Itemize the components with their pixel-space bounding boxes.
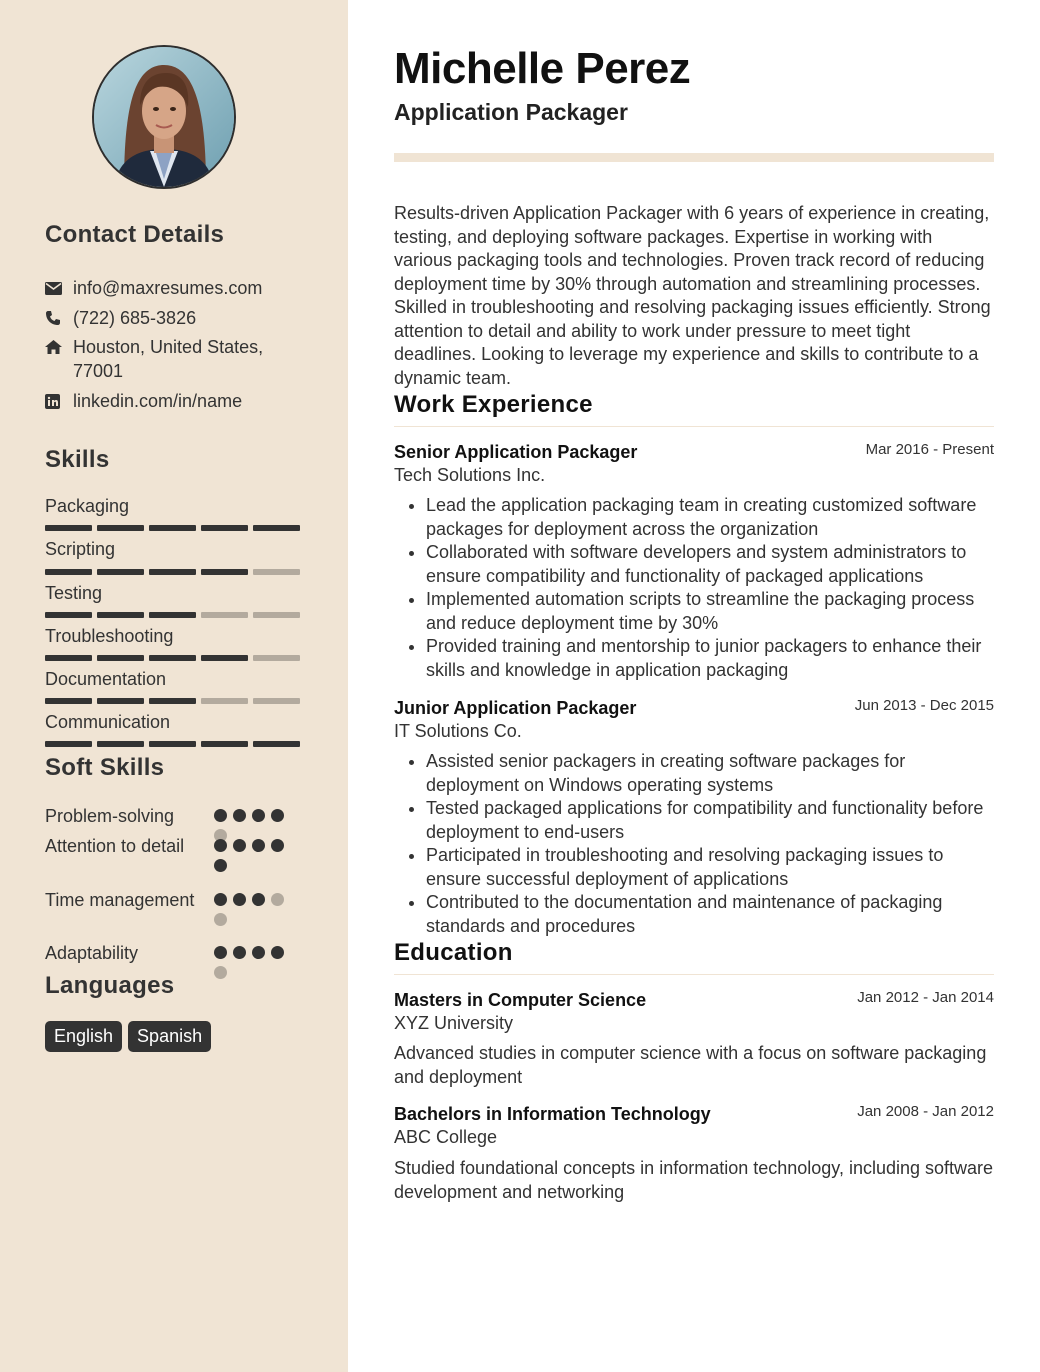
soft-skill-rating <box>214 893 294 926</box>
soft-skill-name: Attention to detail <box>45 836 185 856</box>
skill-level-segment <box>45 698 92 704</box>
soft-skill-rating <box>214 839 294 872</box>
contact-email <box>45 276 305 300</box>
skill-level-segment <box>97 525 144 531</box>
rating-dot <box>214 859 227 872</box>
skill-level-segment <box>253 741 300 747</box>
rating-dot <box>214 966 227 979</box>
job-company: Tech Solutions Inc. <box>394 465 546 485</box>
linkedin-icon <box>45 389 73 413</box>
rating-dot <box>252 809 265 822</box>
skill-level-segment <box>45 525 92 531</box>
skill-bar <box>45 741 300 747</box>
soft-skills-heading: Soft Skills <box>45 754 165 781</box>
education-description: Studied foundational concepts in information technology, including software development and networking <box>394 1158 994 1202</box>
skill-level-segment <box>201 612 248 618</box>
skill-level-segment <box>253 655 300 661</box>
skill-level-segment <box>253 569 300 575</box>
degree-title: Bachelors in Information Technology <box>394 1104 711 1124</box>
candidate-name: Michelle Perez <box>394 44 691 93</box>
skill-level-segment <box>149 698 196 704</box>
job-title: Junior Application Packager <box>394 698 637 718</box>
contact-phone <box>45 306 305 330</box>
job-company: IT Solutions Co. <box>394 721 522 741</box>
skill-name: Scripting <box>45 539 116 559</box>
avatar <box>92 45 236 189</box>
rating-dot <box>252 946 265 959</box>
rating-dot <box>252 893 265 906</box>
contact-address-text: Houston, United States, 77001 <box>73 337 264 381</box>
rating-dot <box>233 839 246 852</box>
skill-level-segment <box>97 655 144 661</box>
rating-dot <box>214 913 227 926</box>
language-tag: English <box>45 1021 122 1052</box>
home-icon <box>45 335 73 359</box>
sidebar <box>0 0 348 1372</box>
rating-dot <box>214 839 227 852</box>
job-bullet: • Collaborated with software developers and system administrators to ensure compatibility and functionality of packaged applications <box>426 541 994 588</box>
job-date: Mar 2016 - Present <box>865 441 994 458</box>
skill-name: Troubleshooting <box>45 626 174 646</box>
skill-level-segment <box>201 655 248 661</box>
skill-name: Communication <box>45 712 171 732</box>
skill-bar <box>45 655 300 661</box>
skill-level-segment <box>201 698 248 704</box>
contact-email-text: info@maxresumes.com <box>73 278 263 298</box>
profile-summary: Results-driven Application Packager with 6 years of experience in creating, testing, and deploying software packages. Expertise in working with various packaging tools and technologies. Proven track record of reducing deployment time by 30% through automation and streamlining processes. Skilled in troubleshooting and resolving packaging issues efficiently. Strong attention to detail and ability to work under pressure to meet tight deadlines. Looking to leverage my experience and skills to contribute to a dynamic team. <box>394 203 991 388</box>
soft-skill-rating <box>214 946 294 979</box>
rating-dot <box>214 809 227 822</box>
skill-level-segment <box>45 612 92 618</box>
job-date: Jun 2013 - Dec 2015 <box>854 697 994 714</box>
job-title: Senior Application Packager <box>394 442 638 462</box>
envelope-icon <box>45 276 73 300</box>
degree-title: Masters in Computer Science <box>394 990 647 1010</box>
skill-bar <box>45 612 300 618</box>
language-list <box>45 1021 211 1052</box>
rating-dot <box>233 893 246 906</box>
skill-level-segment <box>149 525 196 531</box>
school-name: ABC College <box>394 1127 498 1147</box>
contact-address <box>45 335 305 383</box>
skill-name: Testing <box>45 583 103 603</box>
soft-skill-name: Time management <box>45 890 195 910</box>
languages-heading: Languages <box>45 972 175 999</box>
skill-level-segment <box>45 741 92 747</box>
skill-level-segment <box>97 569 144 575</box>
soft-skill-rating <box>214 809 294 842</box>
skill-bar <box>45 525 300 531</box>
skill-level-segment <box>97 698 144 704</box>
job-bullets <box>394 494 994 682</box>
skill-level-segment <box>45 569 92 575</box>
education-divider <box>394 974 994 975</box>
contact-linkedin-text[interactable]: linkedin.com/in/name <box>73 391 243 411</box>
job-bullet: • Participated in troubleshooting and resolving packaging issues to ensure successful deployment of applications <box>426 844 994 891</box>
job-bullet: • Lead the application packaging team in creating customized software packages for deployment across the organization <box>426 494 994 541</box>
job-bullet: • Provided training and mentorship to junior packagers to enhance their skills and knowledge in application packaging <box>426 635 994 682</box>
contact-linkedin[interactable] <box>45 389 305 413</box>
rating-dot <box>233 809 246 822</box>
header-divider <box>394 153 994 162</box>
skill-level-segment <box>201 741 248 747</box>
skill-level-segment <box>201 525 248 531</box>
school-name: XYZ University <box>394 1013 514 1033</box>
work-heading: Work Experience <box>394 391 593 418</box>
job-bullet: • Tested packaged applications for compatibility and functionality before deployment to end-users <box>426 797 994 844</box>
skill-level-segment <box>253 698 300 704</box>
candidate-role: Application Packager <box>394 99 628 125</box>
rating-dot <box>271 946 284 959</box>
rating-dot <box>214 946 227 959</box>
job-bullets <box>394 750 994 938</box>
rating-dot <box>271 809 284 822</box>
skill-level-segment <box>45 655 92 661</box>
job-bullet: • Implemented automation scripts to streamline the packaging process and reduce deployment time by 30% <box>426 588 994 635</box>
skill-level-segment <box>253 612 300 618</box>
soft-skill-name: Adaptability <box>45 943 139 963</box>
skills-heading: Skills <box>45 446 110 473</box>
job-bullet: • Contributed to the documentation and maintenance of packaging standards and procedures <box>426 891 994 938</box>
skill-level-segment <box>97 612 144 618</box>
skill-bar <box>45 698 300 704</box>
skill-level-segment <box>253 525 300 531</box>
skill-level-segment <box>149 612 196 618</box>
skill-level-segment <box>149 569 196 575</box>
skill-level-segment <box>149 741 196 747</box>
rating-dot <box>252 839 265 852</box>
skill-bar <box>45 569 300 575</box>
language-tag: Spanish <box>128 1021 211 1052</box>
contact-phone-text: (722) 685-3826 <box>73 308 197 328</box>
skill-level-segment <box>201 569 248 575</box>
skill-name: Documentation <box>45 669 167 689</box>
rating-dot <box>233 946 246 959</box>
job-bullet: • Assisted senior packagers in creating software packages for deployment on Windows operating systems <box>426 750 994 797</box>
skill-level-segment <box>97 741 144 747</box>
education-date: Jan 2012 - Jan 2014 <box>857 989 994 1006</box>
rating-dot <box>271 893 284 906</box>
phone-icon <box>45 306 73 330</box>
rating-dot <box>271 839 284 852</box>
rating-dot <box>214 893 227 906</box>
soft-skill-name: Problem-solving <box>45 806 175 826</box>
work-divider <box>394 426 994 427</box>
skill-level-segment <box>149 655 196 661</box>
contact-heading: Contact Details <box>45 221 225 248</box>
education-heading: Education <box>394 939 513 966</box>
education-date: Jan 2008 - Jan 2012 <box>857 1103 994 1120</box>
education-description: Advanced studies in computer science with a focus on software packaging and deployment <box>394 1043 987 1087</box>
skill-name: Packaging <box>45 496 130 516</box>
